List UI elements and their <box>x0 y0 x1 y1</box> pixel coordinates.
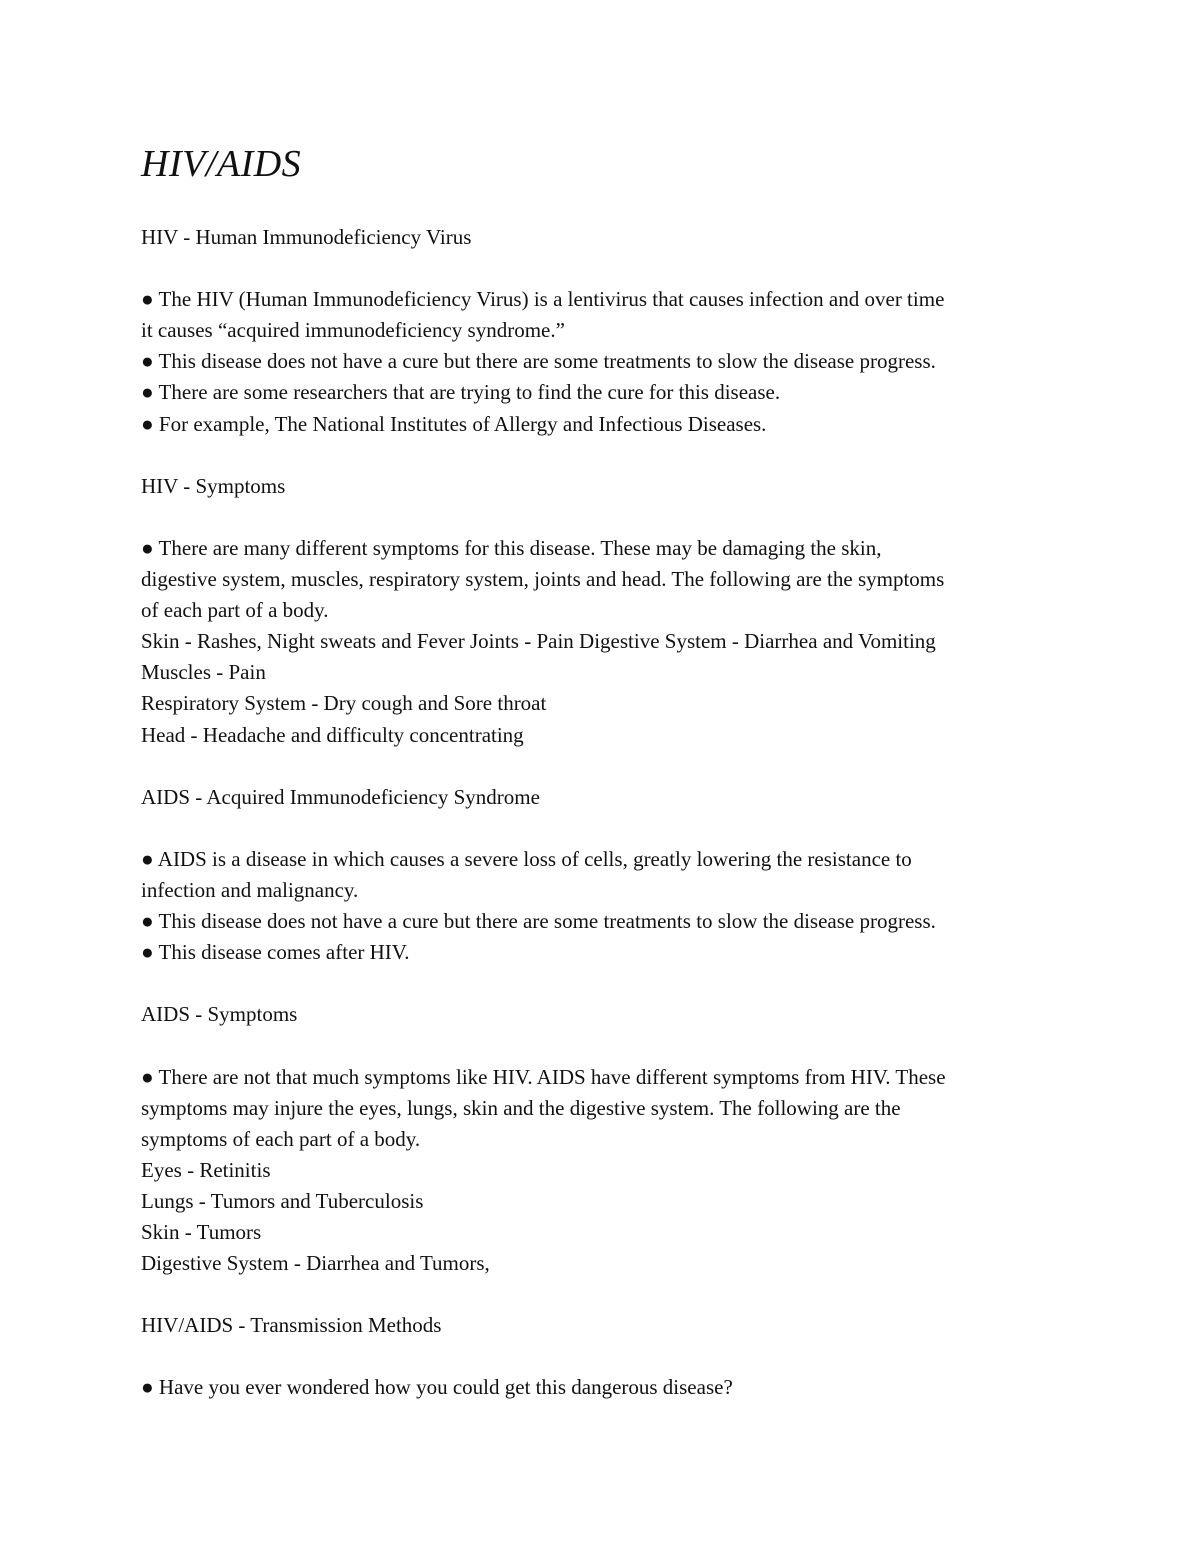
section-heading: AIDS - Symptoms <box>141 1002 298 1027</box>
section-aids-symptoms <box>141 999 1061 1279</box>
section-heading: HIV - Human Immunodeficiency Virus <box>141 225 472 249</box>
paragraph-line: Respiratory System - Dry cough and Sore throat <box>141 691 547 716</box>
section-hiv-symptoms <box>141 471 1061 751</box>
paragraph-line: ● This disease does not have a cure but there are some treatments to slow the disease progress. <box>141 909 936 934</box>
section-heading: HIV/AIDS - Transmission Methods <box>141 1313 442 1338</box>
paragraph-line: Digestive System - Diarrhea and Tumors, <box>141 1251 490 1276</box>
section-heading: AIDS - Acquired Immunodeficiency Syndrome <box>141 784 540 809</box>
section-aids <box>141 782 1061 969</box>
section-transmission <box>141 1310 1061 1403</box>
section-hiv <box>141 222 1061 440</box>
section-heading: HIV - Symptoms <box>141 473 286 498</box>
paragraph-line: it causes “acquired immunodeficiency syndrome.” <box>141 318 565 343</box>
paragraph-line: Skin - Rashes, Night sweats and Fever Joints - Pain Digestive System - Diarrhea and Vomiting <box>141 629 936 654</box>
paragraph-line: ● Have you ever wondered how you could get this dangerous disease? <box>141 1375 733 1400</box>
paragraph-line: ● For example, The National Institutes of Allergy and Infectious Diseases. <box>141 411 767 436</box>
paragraph-line: Eyes - Retinitis <box>141 1157 271 1182</box>
paragraph-line: infection and malignancy. <box>141 877 359 902</box>
paragraph-line: ● The HIV (Human Immunodeficiency Virus) is a lentivirus that causes infection and over time <box>141 287 945 312</box>
paragraph-line: Muscles - Pain <box>141 660 266 685</box>
paragraph-line: ● There are some researchers that are trying to find the cure for this disease. <box>141 380 781 405</box>
paragraph-line: ● There are many different symptoms for this disease. These may be damaging the skin, <box>141 535 882 560</box>
paragraph-line: Skin - Tumors <box>141 1220 262 1244</box>
document-body <box>141 222 1061 1404</box>
paragraph-line: symptoms may injure the eyes, lungs, skin and the digestive system. The following are the <box>141 1095 901 1120</box>
paragraph-line: Head - Headache and difficulty concentrating <box>141 722 524 747</box>
paragraph-line: Lungs - Tumors and Tuberculosis <box>141 1188 424 1213</box>
paragraph-line: ● This disease does not have a cure but there are some treatments to slow the disease progress. <box>141 349 936 374</box>
paragraph-line: digestive system, muscles, respiratory system, joints and head. The following are the symptoms <box>141 567 945 592</box>
paragraph-line: of each part of a body. <box>141 598 329 623</box>
paragraph-line: ● This disease comes after HIV. <box>141 940 410 965</box>
document-title: HIV/AIDS <box>141 143 302 185</box>
paragraph-line: ● AIDS is a disease in which causes a severe loss of cells, greatly lowering the resistance to <box>141 846 912 871</box>
paragraph-line: ● There are not that much symptoms like HIV. AIDS have different symptoms from HIV. These <box>141 1064 946 1089</box>
paragraph-line: symptoms of each part of a body. <box>141 1126 421 1151</box>
